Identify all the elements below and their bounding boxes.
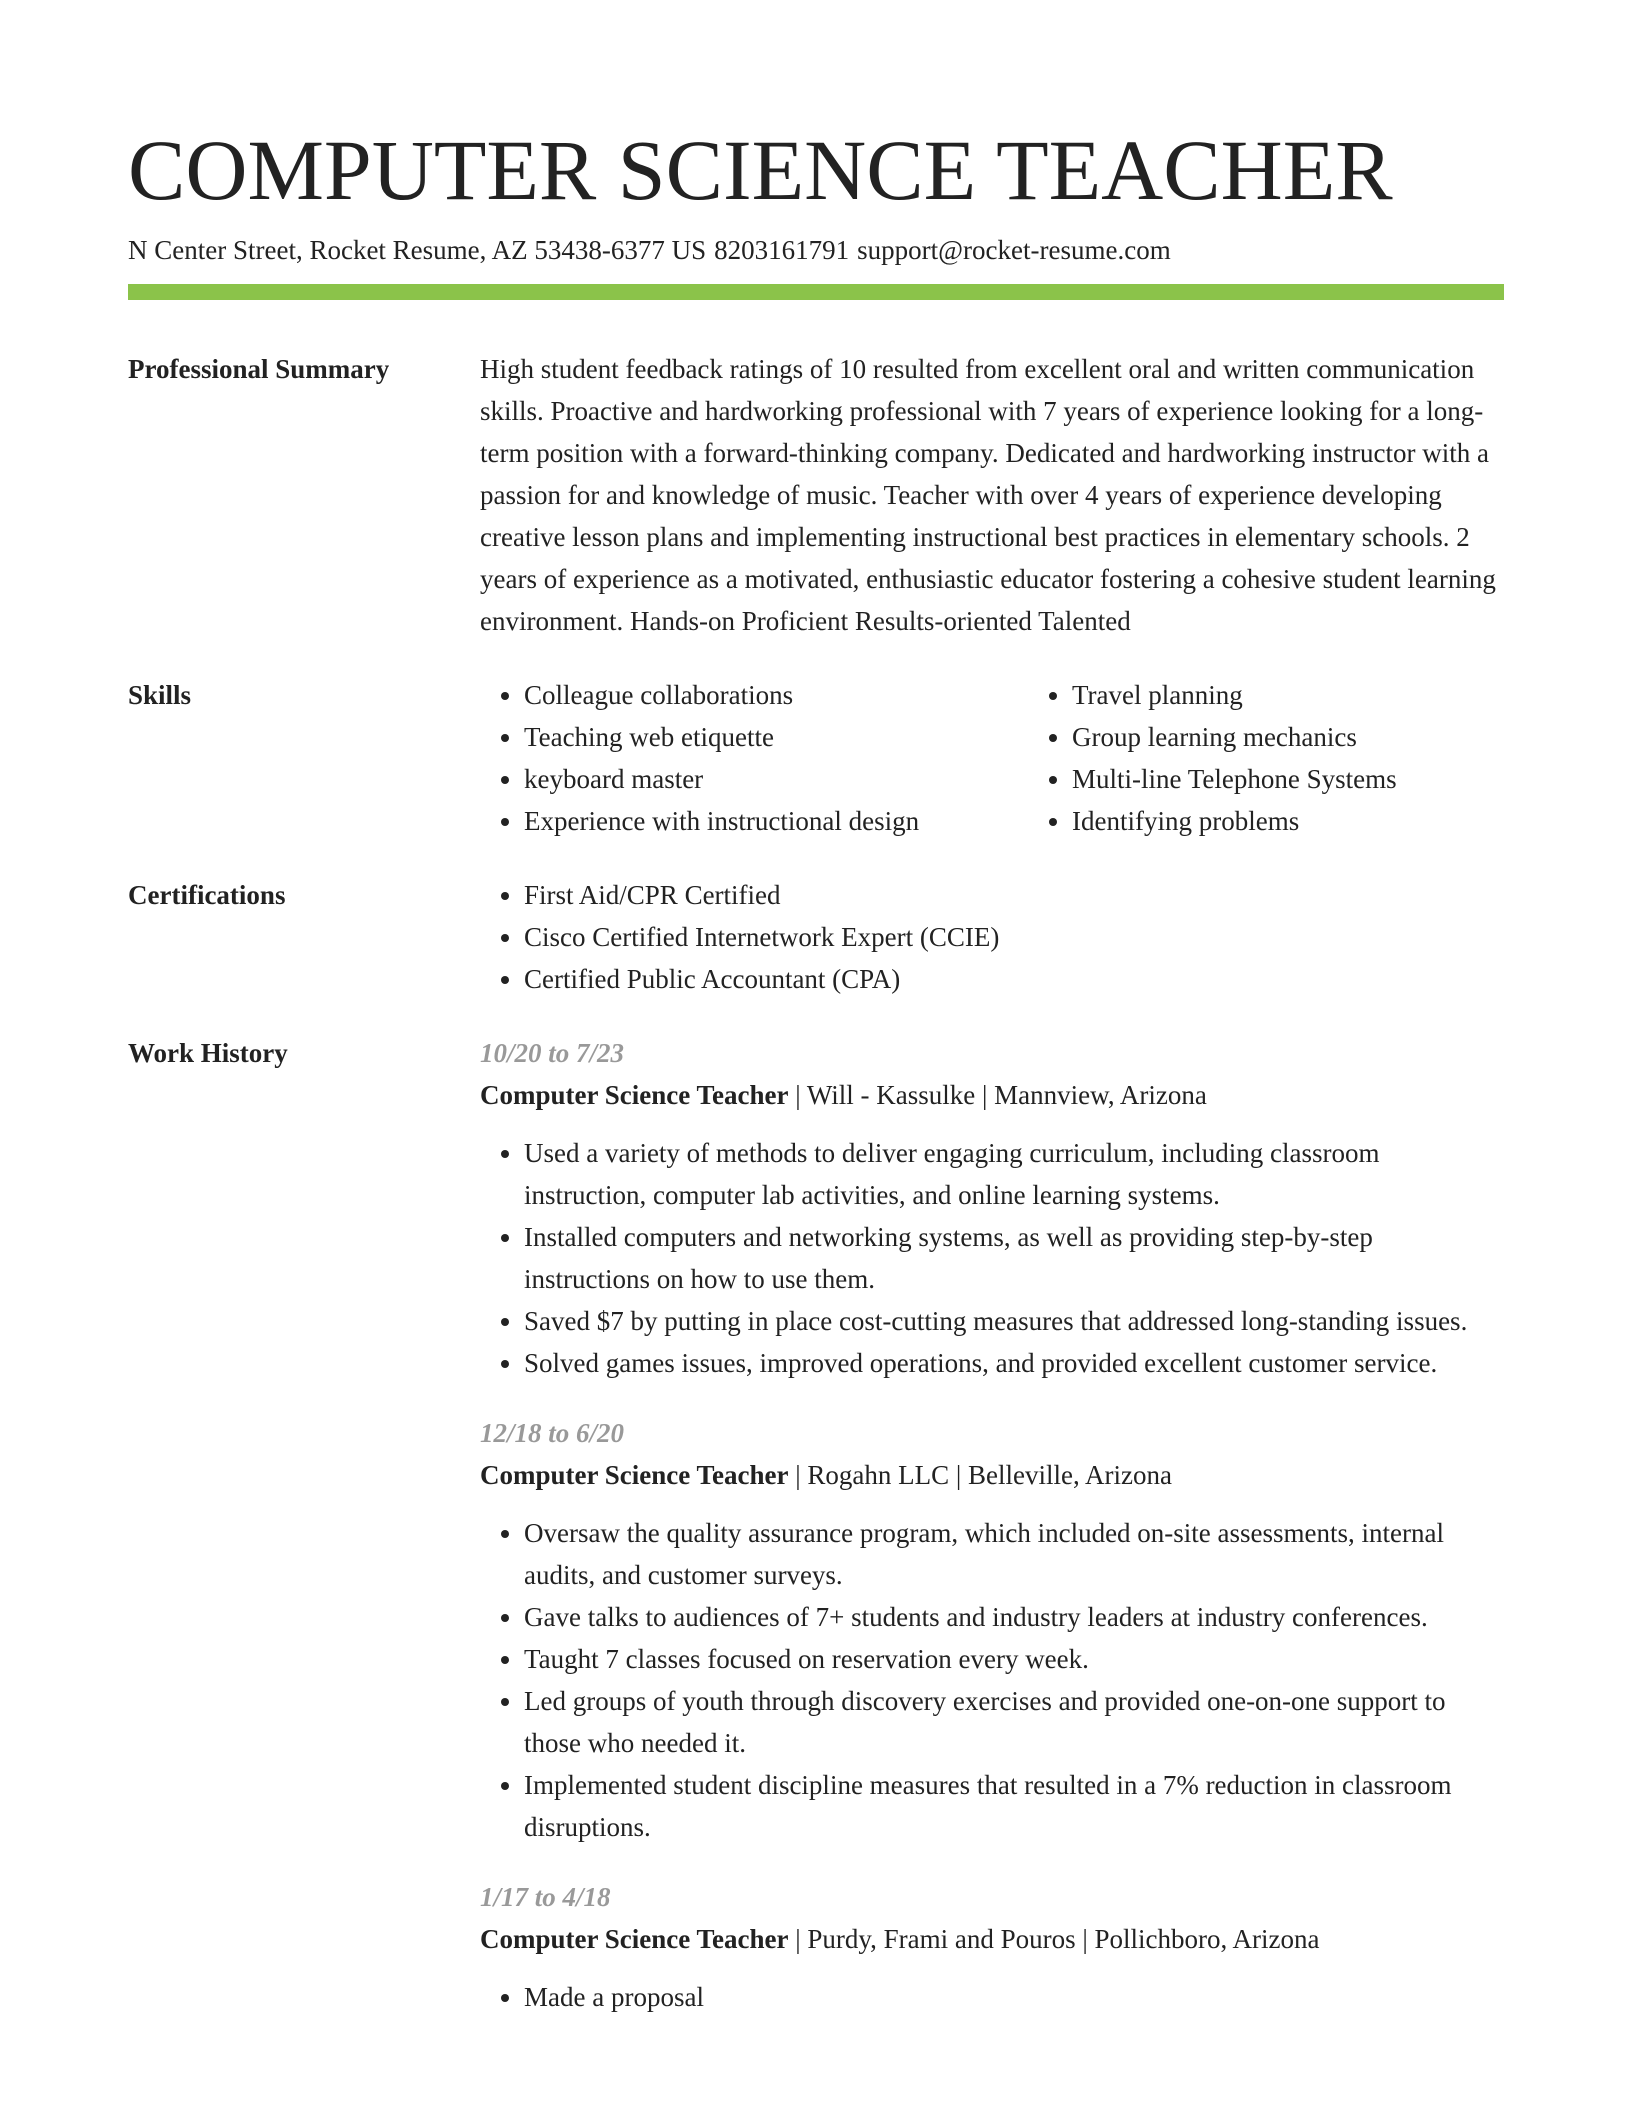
job-details: | Rogahn LLC | Belleville, Arizona (788, 1460, 1172, 1490)
skills-list-right (1028, 674, 1397, 842)
list-item: • Travel planning (1072, 674, 1397, 716)
list-item: • Oversaw the quality assurance program, which included on-site assessments, internal audits, and customer surveys. (524, 1512, 1504, 1596)
certifications-section (128, 874, 1504, 1000)
job-dates: 12/18 to 6/20 (480, 1418, 625, 1448)
job-title: Computer Science Teacher (480, 1924, 789, 1954)
list-item: • Made a proposal (524, 1976, 1504, 2018)
job-details: | Will - Kassulke | Mannview, Arizona (788, 1080, 1207, 1110)
summary-text: High student feedback ratings of 10 resulted from excellent oral and written communication skills. Proactive and hardworking professional with 7 years of experience looking for a long-term position with a forward-thinking company. Dedicated and hardworking instructor with a passion for and knowledge of music. Teacher with over 4 years of experience developing creative lesson plans and implementing instructional best practices in elementary schools. 2 years of experience as a motivated, enthusiastic educator fostering a cohesive student learning environment. Hands-on Proficient Results-oriented Talented (480, 354, 1496, 636)
job-entry (480, 1412, 1504, 1848)
list-item: • Identifying problems (1072, 800, 1397, 842)
list-item: • Led groups of youth through discovery exercises and provided one-on-one support to those who needed it. (524, 1680, 1504, 1764)
contact-email: support@rocket-resume.com (857, 235, 1171, 265)
certifications-list (480, 874, 1504, 1000)
list-item: • Group learning mechanics (1072, 716, 1397, 758)
list-item: • Taught 7 classes focused on reservation every week. (524, 1638, 1504, 1680)
list-item: • Experience with instructional design (524, 800, 1028, 842)
list-item: • Colleague collaborations (524, 674, 1028, 716)
list-item: • Implemented student discipline measures that resulted in a 7% reduction in classroom disruptions. (524, 1764, 1504, 1848)
resume-page (128, 120, 1504, 2018)
contact-phone: 8203161791 (714, 235, 850, 265)
header-divider (128, 284, 1504, 300)
job-heading (480, 1074, 1504, 1116)
job-title: Computer Science Teacher (480, 1460, 789, 1490)
contact-address: N Center Street, Rocket Resume, AZ 53438-6377 US (128, 235, 707, 265)
job-heading (480, 1918, 1504, 1960)
list-item: • Solved games issues, improved operations, and provided excellent customer service. (524, 1342, 1504, 1384)
list-item: • Teaching web etiquette (524, 716, 1028, 758)
job-bullets (480, 1976, 1504, 2018)
skills-list-left (480, 674, 1028, 842)
job-entry (480, 1032, 1504, 1384)
list-item: • Used a variety of methods to deliver engaging curriculum, including classroom instruction, computer lab activities, and online learning systems. (524, 1132, 1504, 1216)
list-item: • Installed computers and networking systems, as well as providing step-by-step instructions on how to use them. (524, 1216, 1504, 1300)
job-dates: 10/20 to 7/23 (480, 1038, 625, 1068)
job-dates: 1/17 to 4/18 (480, 1882, 611, 1912)
skills-section (128, 674, 1504, 842)
work-history-heading: Work History (128, 1038, 288, 1068)
contact-line (128, 232, 1504, 268)
summary-heading: Professional Summary (128, 354, 390, 384)
job-title: Computer Science Teacher (480, 1080, 789, 1110)
list-item: • Multi-line Telephone Systems (1072, 758, 1397, 800)
work-history-section (128, 1032, 1504, 2018)
summary-section (128, 348, 1504, 642)
list-item: • Cisco Certified Internetwork Expert (CCIE) (524, 916, 1504, 958)
job-entry (480, 1876, 1504, 2018)
list-item: • Gave talks to audiences of 7+ students and industry leaders at industry conferences. (524, 1596, 1504, 1638)
job-bullets (480, 1132, 1504, 1384)
list-item: • First Aid/CPR Certified (524, 874, 1504, 916)
resume-name: COMPUTER SCIENCE TEACHER (128, 122, 1393, 218)
job-heading (480, 1454, 1504, 1496)
job-details: | Purdy, Frami and Pouros | Pollichboro, Arizona (788, 1924, 1320, 1954)
skills-heading: Skills (128, 680, 192, 710)
list-item: • Certified Public Accountant (CPA) (524, 958, 1504, 1000)
list-item: • keyboard master (524, 758, 1028, 800)
job-bullets (480, 1512, 1504, 1848)
certifications-heading: Certifications (128, 880, 286, 910)
list-item: • Saved $7 by putting in place cost-cutting measures that addressed long-standing issues. (524, 1300, 1504, 1342)
